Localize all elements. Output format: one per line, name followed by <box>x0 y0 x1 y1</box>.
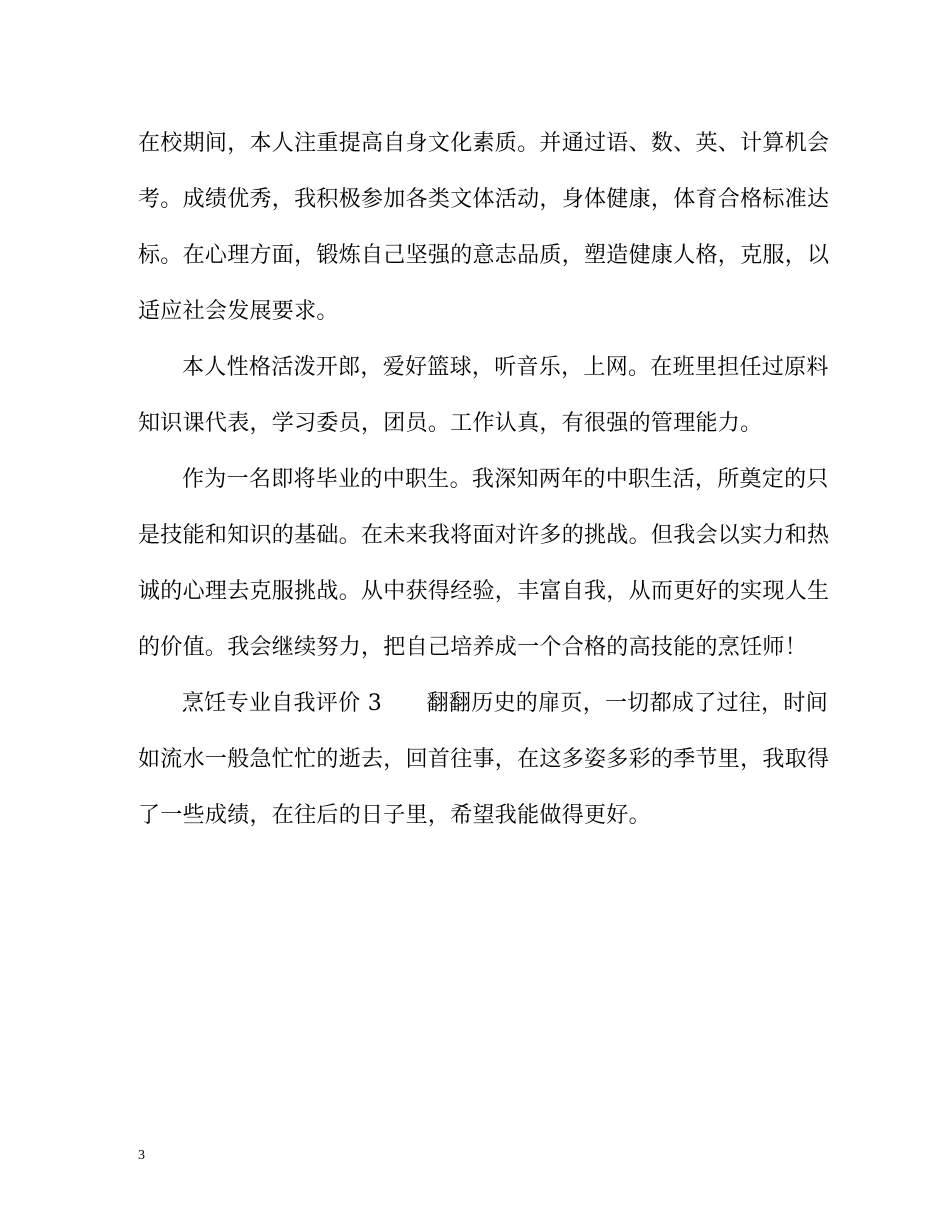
text-line: 在校期间，本人注重提高自身文化素质。并通过语、数、英、计算机会 <box>138 131 830 156</box>
text-line: 知识课代表，学习委员，团员。工作认真，有很强的管理能力。 <box>138 411 763 436</box>
text-line: 了一些成绩，在往后的日子里，希望我能做得更好。 <box>138 803 651 828</box>
paragraph-start-line: 烹饪专业自我评价 3 翻翻历史的扉页，一切都成了过往，时间 <box>182 691 828 716</box>
text-line: 的价值。我会继续努力，把自己培养成一个合格的高技能的烹饪师！ <box>138 635 808 660</box>
text-line: 如流水一般急忙忙的逝去，回首往事，在这多姿多彩的季节里，我取得 <box>138 747 830 772</box>
text-line: 考。成绩优秀，我积极参加各类文体活动，身体健康，体育合格标准达 <box>138 187 830 212</box>
paragraph-start-line: 作为一名即将毕业的中职生。我深知两年的中职生活，所奠定的只 <box>182 467 829 492</box>
paragraph-start-line: 本人性格活泼开郎，爱好篮球，听音乐，上网。在班里担任过原料 <box>182 355 829 380</box>
text-line: 是技能和知识的基础。在未来我将面对许多的挑战。但我会以实力和热 <box>138 523 830 548</box>
text-line: 适应社会发展要求。 <box>138 299 339 324</box>
text-line: 诚的心理去克服挑战。从中获得经验，丰富自我，从而更好的实现人生 <box>138 579 830 604</box>
page-number: 3 <box>138 1148 145 1163</box>
text-line: 标。在心理方面，锻炼自己坚强的意志品质，塑造健康人格，克服，以 <box>138 243 830 268</box>
